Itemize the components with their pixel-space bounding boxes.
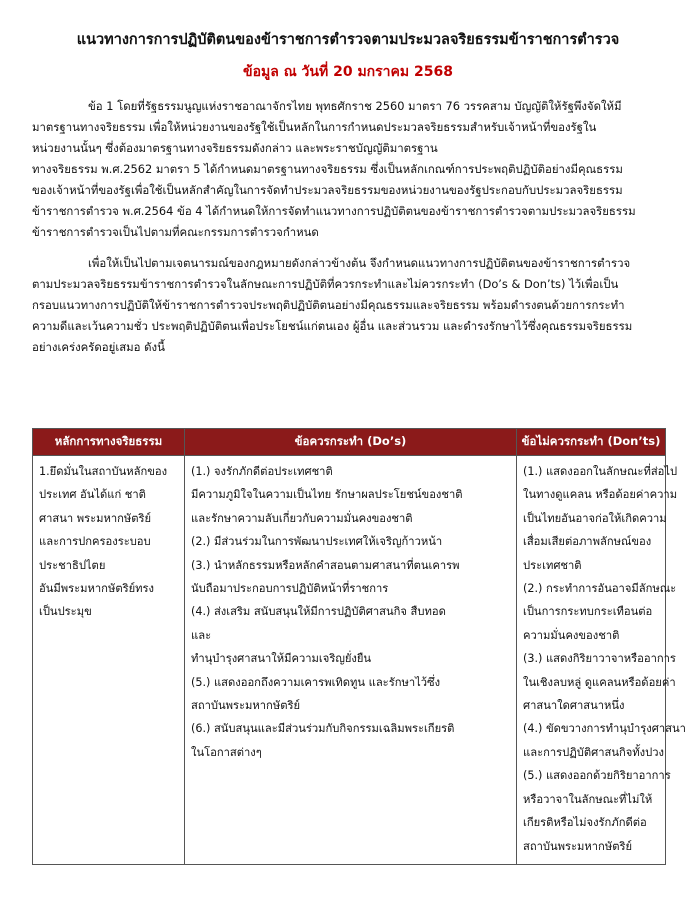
cell-line: ประเทศ อันได้แก่ ชาติ	[39, 488, 146, 502]
cell-line: (3.) นำหลักธรรมหรือหลักคำสอนตามศาสนาที่ตนเคารพ	[191, 558, 460, 572]
cell-line: ศาสนา พระมหากษัตริย์	[39, 511, 152, 525]
cell-line: ในเชิงลบหลู่ ดูแคลนหรือด้อยค่า	[523, 675, 676, 689]
cell-line: และรักษาความลับเกี่ยวกับความมั่นคงของชาติ	[191, 511, 413, 525]
paragraph-line: ข้อ 1 โดยที่รัฐธรรมนูญแห่งราชอาณาจักรไทย พุทธศักราช 2560 มาตรา 76 วรรคสาม บัญญัติให้รัฐพึงจัดให้มี	[88, 99, 622, 113]
paragraph-line: อย่างเคร่งครัดอยู่เสมอ ดังนี้	[32, 340, 165, 354]
cell-line: (5.) แสดงออกด้วยกิริยาอาการ	[523, 769, 671, 783]
document-title: แนวทางการการปฏิบัติตนของข้าราชการตำรวจตามประมวลจริยธรรมข้าราชการตำรวจ	[76, 32, 620, 48]
cell-line: หรือวาจาในลักษณะที่ไม่ให้	[523, 792, 653, 806]
ethics-table	[32, 428, 686, 865]
cell-line: ทำนุบำรุงศาสนาให้มีความเจริญยั่งยืน	[191, 652, 372, 666]
cell-line: (2.) กระทำการอันอาจมีลักษณะ	[523, 582, 677, 596]
header-dos: ข้อควรกระทำ (Do’s)	[185, 429, 517, 456]
paragraph-line: มาตรฐานทางจริยธรรม เพื่อให้หน่วยงานของรัฐใช้เป็นหลักในการกำหนดประมวลจริยธรรมสำหรับเจ้าหน้าที่ของรัฐใน	[32, 120, 597, 134]
header-principle: หลักการทางจริยธรรม	[33, 429, 185, 456]
paragraph-line: กรอบแนวทางการปฏิบัติให้ข้าราชการตำรวจประพฤติปฏิบัติตนอย่างมีคุณธรรมและจริยธรรม พร้อมดำรงตนด้วยการกระทำ	[32, 298, 625, 312]
cell-line: ในโอกาสต่างๆ	[191, 745, 262, 759]
cell-line: (4.) ขัดขวางการทำนุบำรุงศาสนา	[523, 722, 686, 736]
cell-line: ความมั่นคงของชาติ	[523, 628, 620, 642]
cell-line: (5.) แสดงออกถึงความเคารพเทิดทูน และรักษาไว้ซึ่ง	[191, 675, 441, 689]
cell-line: และ	[191, 628, 212, 642]
cell-line: เป็นไทยอันอาจก่อให้เกิดความ	[523, 511, 667, 525]
donts-cell	[517, 456, 686, 865]
cell-line: (1.) จงรักภักดีต่อประเทศชาติ	[191, 465, 333, 478]
cell-line: อันมีพระมหากษัตริย์ทรง	[39, 582, 154, 596]
paragraph-line: ข้าราชการตำรวจ พ.ศ.2564 ข้อ 4 ได้กำหนดให้การจัดทำแนวทางการปฏิบัติตนของข้าราชการตำรวจตามประมวลจริยธรรม	[32, 204, 636, 218]
paragraph-line: ข้าราชการตำรวจเป็นไปตามที่คณะกรรมการตำรวจกำหนด	[32, 225, 319, 239]
cell-line: สถาบันพระมหากษัตริย์	[523, 839, 633, 853]
paragraph-line: ของเจ้าหน้าที่ของรัฐเพื่อใช้เป็นหลักสำคัญในการจัดทำประมวลจริยธรรมของหน่วยงานของรัฐประกอบกับประมวลจริยธรรม	[32, 183, 623, 197]
document-date: ข้อมูล ณ วันที่ 20 มกราคม 2568	[243, 64, 453, 80]
cell-line: (3.) แสดงกิริยาวาจาหรืออาการ	[523, 652, 676, 666]
paragraph-1	[32, 96, 664, 243]
dos-cell	[185, 456, 517, 865]
paragraph-line: หน่วยงานนั้นๆ ซึ่งต้องมาตรฐานทางจริยธรรมดังกล่าว และพระราชบัญญัติมาตรฐาน	[32, 141, 438, 155]
cell-line: เกียรติหรือไม่จงรักภักดีต่อ	[523, 816, 647, 830]
cell-line: (1.) แสดงออกในลักษณะที่ส่อไป	[523, 465, 678, 478]
cell-line: เสื่อมเสียต่อภาพลักษณ์ของ	[523, 535, 652, 549]
cell-line: และการปฏิบัติศาสนกิจทั้งปวง	[523, 745, 664, 759]
principle-cell	[33, 456, 185, 865]
header-donts: ข้อไม่ควรกระทำ (Don’ts)	[517, 429, 666, 456]
cell-line: ศาสนาใดศาสนาหนึ่ง	[523, 699, 625, 713]
cell-line: เป็นการกระทบกระเทือนต่อ	[523, 605, 653, 619]
table-row	[33, 456, 666, 865]
paragraph-line: เพื่อให้เป็นไปตามเจตนารมณ์ของกฎหมายดังกล่าวข้างต้น จึงกำหนดแนวทางการปฏิบัติตนของข้าราชการตำรวจ	[88, 256, 631, 270]
table-header-row	[33, 429, 666, 456]
paragraph-2	[32, 253, 664, 358]
cell-line: 1.ยึดมั่นในสถาบันหลักของ	[39, 465, 168, 478]
cell-line: (4.) ส่งเสริม สนับสนุนให้มีการปฏิบัติศาสนกิจ สืบทอด	[191, 605, 446, 619]
cell-line: ประชาธิปไตย	[39, 558, 106, 572]
paragraph-line: ตามประมวลจริยธรรมข้าราชการตำรวจในลักษณะการปฏิบัติที่ควรกระทำและไม่ควรกระทำ (Do’s & Don’ts) ไว้เพื่อเป็น	[32, 277, 619, 291]
cell-line: และการปกครองระบอบ	[39, 535, 151, 549]
cell-line: (6.) สนับสนุนและมีส่วนร่วมกับกิจกรรมเฉลิมพระเกียรติ	[191, 722, 455, 736]
cell-line: (2.) มีส่วนร่วมในการพัฒนาประเทศให้เจริญก้าวหน้า	[191, 535, 443, 549]
cell-line: มีความภูมิใจในความเป็นไทย รักษาผลประโยชน์ของชาติ	[191, 488, 463, 502]
cell-line: สถาบันพระมหากษัตริย์	[191, 699, 301, 713]
paragraph-line: ความดีและเว้นความชั่ว ประพฤติปฏิบัติตนเพื่อประโยชน์แก่ตนเอง ผู้อื่น และส่วนรวม และดำรงรักษาไว้ซึ่งคุณธรรมจริยธรรม	[32, 319, 633, 333]
cell-line: นับถือมาประกอบการปฏิบัติหน้าที่ราชการ	[191, 582, 389, 596]
cell-line: ประเทศชาติ	[523, 558, 582, 572]
cell-line: ในทางดูแคลน หรือด้อยค่าความ	[523, 488, 678, 502]
paragraph-line: ทางจริยธรรม พ.ศ.2562 มาตรา 5 ได้กำหนดมาตรฐานทางจริยธรรม ซึ่งเป็นหลักเกณฑ์การประพฤติปฏิบัติอย่างมีคุณธรรม	[32, 162, 623, 176]
cell-line: เป็นประมุข	[39, 605, 92, 619]
